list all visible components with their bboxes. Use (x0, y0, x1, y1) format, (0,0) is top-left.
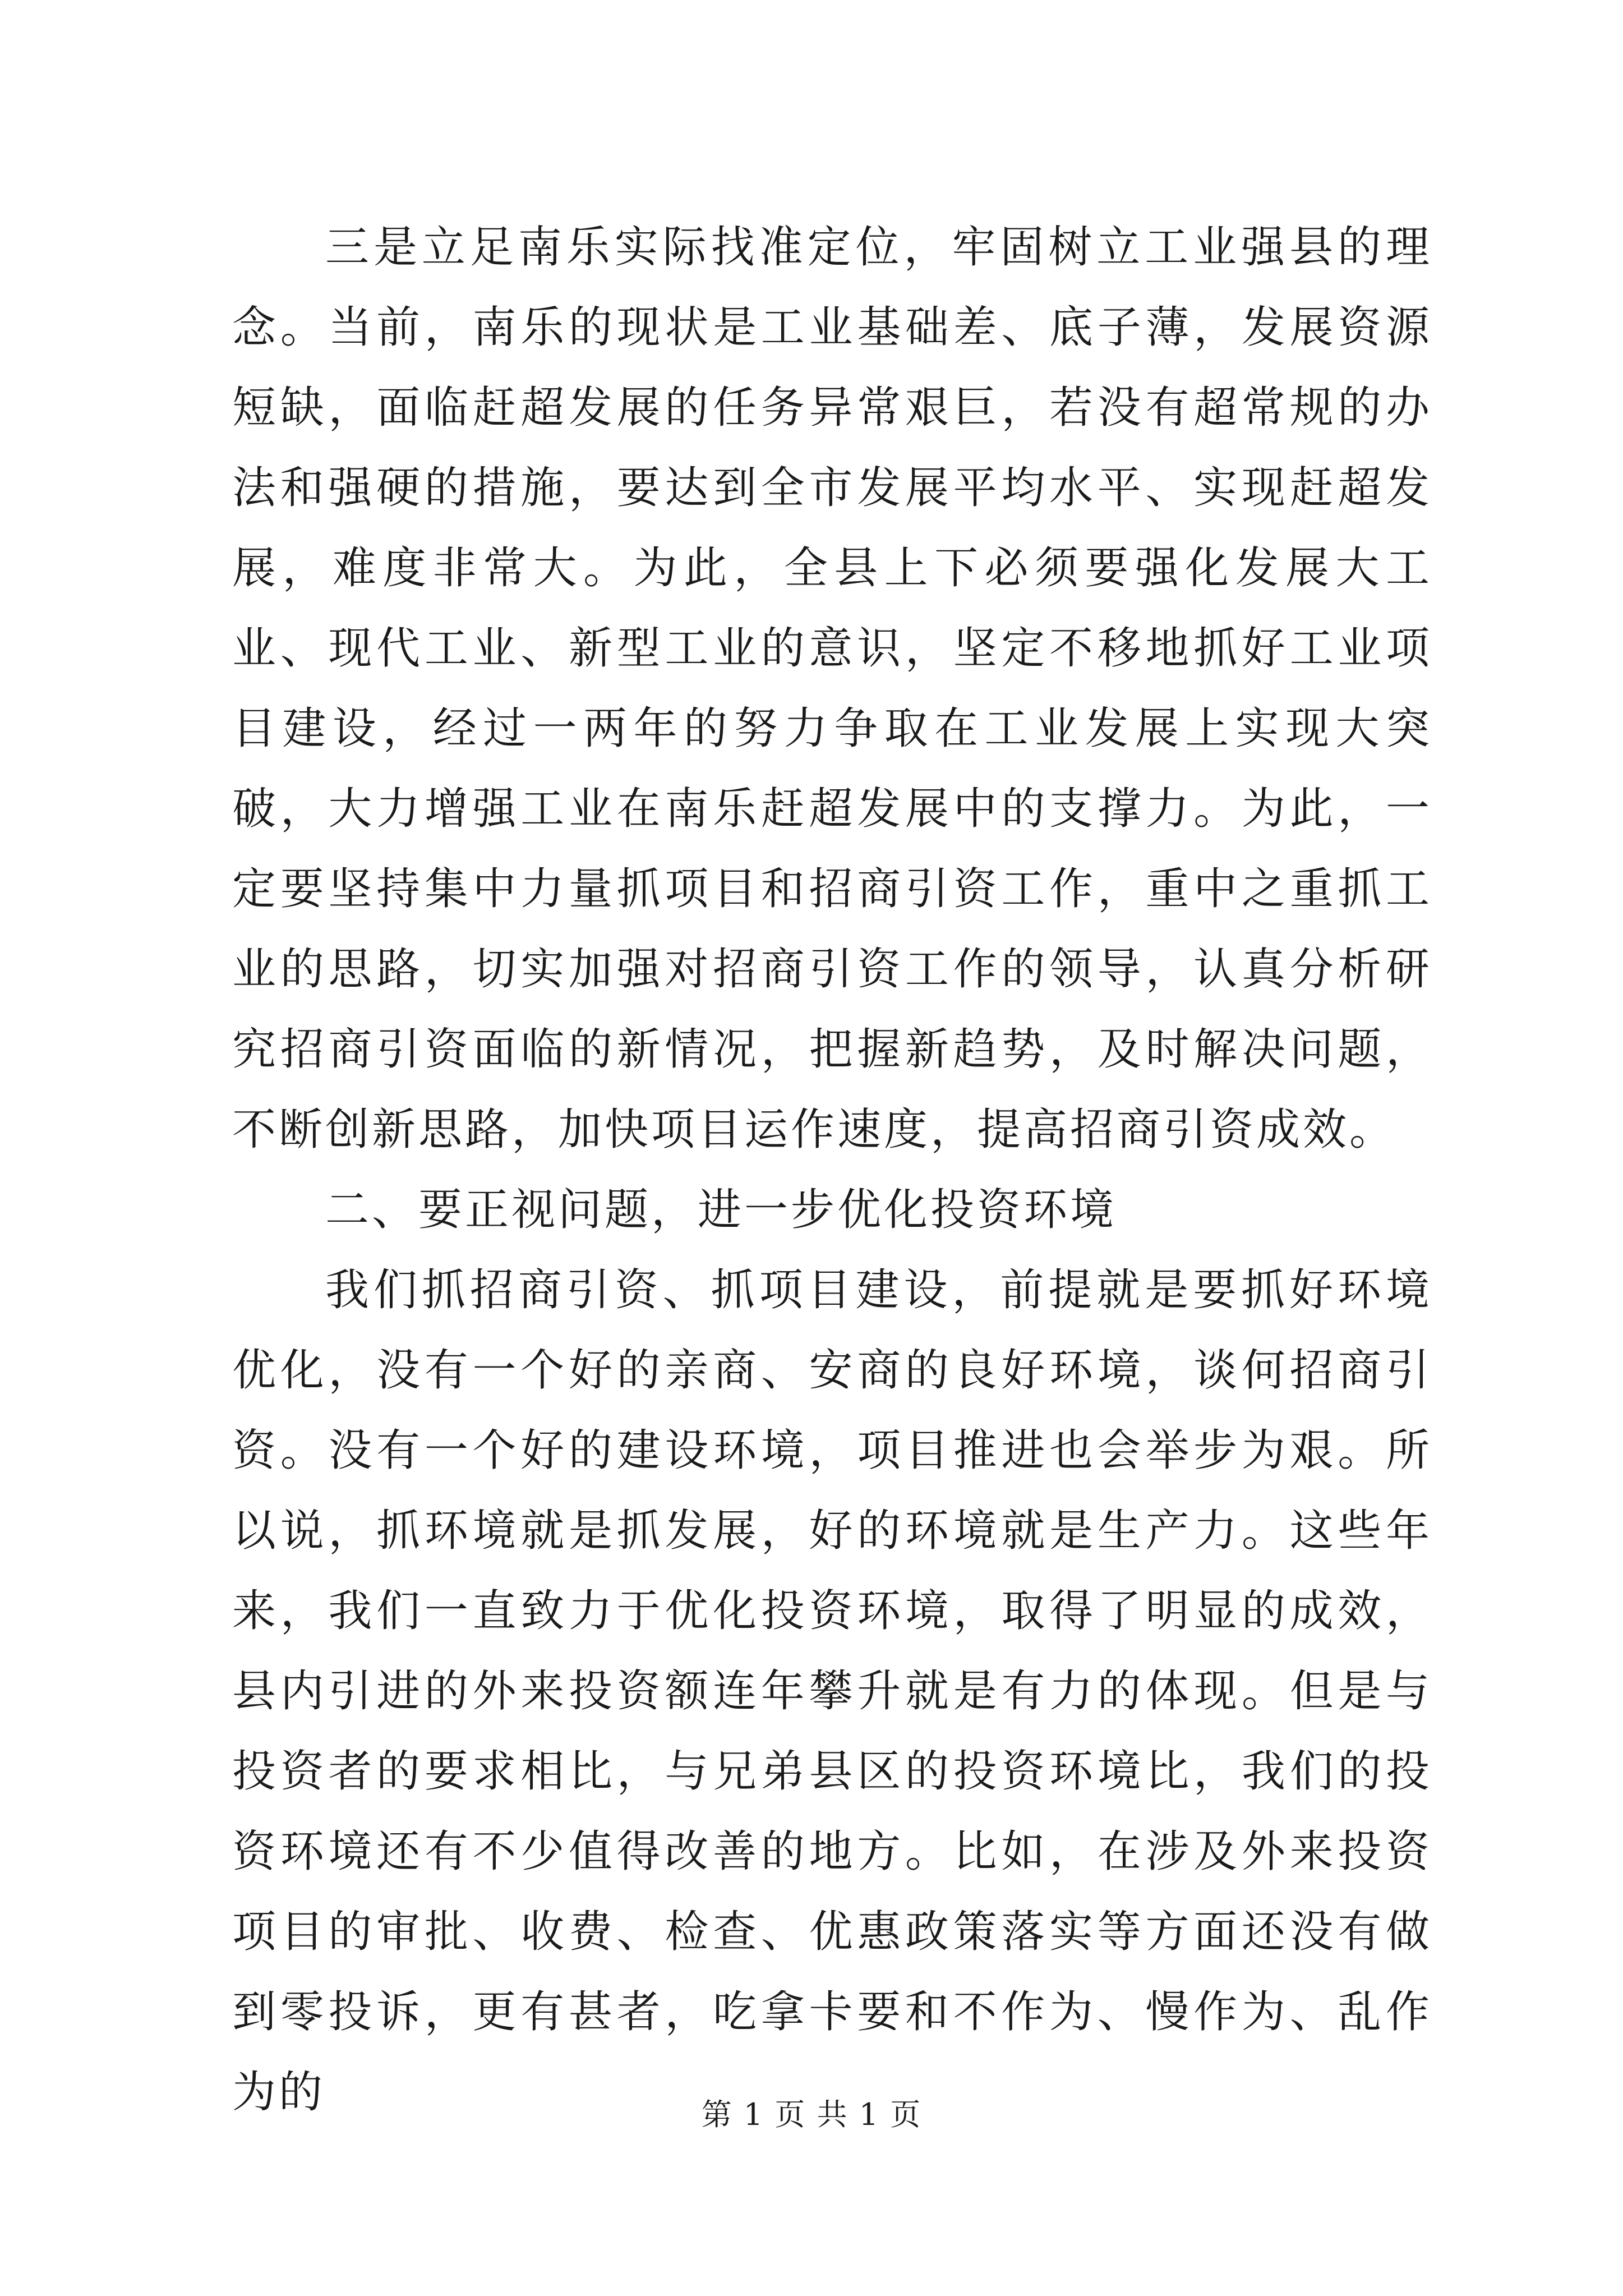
paragraph-industry-positioning: 三是立足南乐实际找准定位，牢固树立工业强县的理念。当前，南乐的现状是工业基础差、底子薄，发展资源短缺，面临赶超发展的任务异常艰巨，若没有超常规的办法和强硬的措施，要达到全市发展平均水平、实现赶超发展，难度非常大。为此，全县上下必须要强化发展大工业、现代工业、新型工业的意识，坚定不移地抓好工业项目建设，经过一两年的努力争取在工业发展上实现大突破，大力增强工业在南乐赶超发展中的支撑力。为此，一定要坚持集中力量抓项目和招商引资工作，重中之重抓工业的思路，切实加强对招商引资工作的领导，认真分析研究招商引资面临的新情况，把握新趋势，及时解决问题，不断创新思路，加快项目运作速度，提高招商引资成效。 (232, 222, 1432, 1155)
paragraph-environment-optimization: 我们抓招商引资、抓项目建设，前提就是要抓好环境优化，没有一个好的亲商、安商的良好环境，谈何招商引资。没有一个好的建设环境，项目推进也会举步为艰。所以说，抓环境就是抓发展，好的环境就是生产力。这些年来，我们一直致力于优化投资环境，取得了明显的成效，县内引进的外来投资额连年攀升就是有力的体现。但是与投资者的要求相比，与兄弟县区的投资环境比，我们的投资环境还有不少值得改善的地方。比如，在涉及外来投资项目的审批、收费、检查、优惠政策落实等方面还没有做到零投诉，更有甚者，吃拿卡要和不作为、慢作为、乱作为的 (232, 1265, 1432, 2118)
document-body (232, 208, 1432, 2133)
page-number-label: 第 1 页 共 1 页 (701, 2097, 922, 2132)
page-footer (0, 2095, 1623, 2134)
section-heading-investment-environment: 二、要正视问题，进一步优化投资环境 (325, 1185, 1117, 1235)
